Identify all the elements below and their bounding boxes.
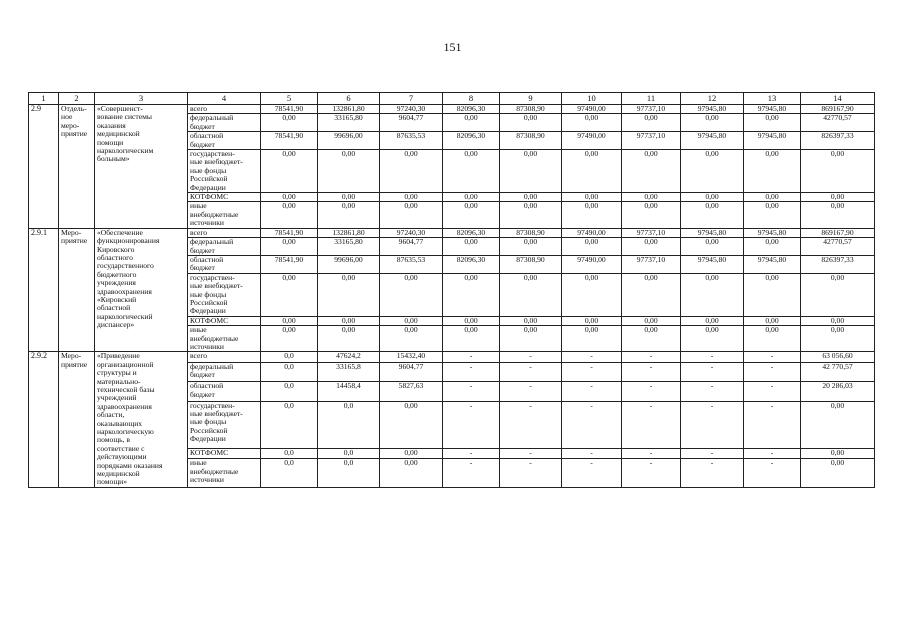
amount-cell: 0,00 xyxy=(744,273,801,316)
amount-cell: 0,00 xyxy=(744,114,801,132)
amount-cell: - xyxy=(443,459,500,488)
section-type: Отдель- ное меро- приятие xyxy=(59,105,95,229)
amount-cell: 826397,33 xyxy=(801,132,875,150)
amount-cell: 0,00 xyxy=(261,273,318,316)
section-id: 2.9.1 xyxy=(29,228,59,352)
amount-cell: 0,00 xyxy=(801,401,875,448)
amount-cell: 0,00 xyxy=(801,202,875,228)
column-number: 10 xyxy=(562,93,622,105)
amount-cell: 0,00 xyxy=(801,459,875,488)
amount-cell: 0,00 xyxy=(801,150,875,193)
amount-cell: 99696,00 xyxy=(318,132,380,150)
amount-cell: 97945,80 xyxy=(744,255,801,273)
amount-cell: 47624,2 xyxy=(318,352,380,362)
amount-cell: 0,0 xyxy=(261,362,318,382)
amount-cell: 869167,90 xyxy=(801,105,875,114)
column-number: 6 xyxy=(318,93,380,105)
amount-cell: 0,00 xyxy=(380,150,443,193)
amount-cell: 0,00 xyxy=(562,326,622,352)
amount-cell: 82096,30 xyxy=(443,228,500,237)
amount-cell: 0,00 xyxy=(380,459,443,488)
amount-cell: 0,0 xyxy=(318,459,380,488)
funding-source: государствен- ные внебюджет- ные фонды Российской Федерации xyxy=(188,273,261,316)
column-number: 8 xyxy=(443,93,500,105)
amount-cell: - xyxy=(681,352,744,362)
amount-cell: 5827,63 xyxy=(380,382,443,402)
amount-cell: - xyxy=(443,362,500,382)
amount-cell: - xyxy=(562,401,622,448)
amount-cell: 0,00 xyxy=(261,238,318,256)
amount-cell: - xyxy=(562,352,622,362)
amount-cell: 0,00 xyxy=(681,326,744,352)
amount-cell: 0,00 xyxy=(261,326,318,352)
amount-cell: 0,00 xyxy=(500,238,562,256)
amount-cell: 97737,10 xyxy=(622,228,681,237)
funding-source: областной бюджет xyxy=(188,382,261,402)
amount-cell: 0,0 xyxy=(261,382,318,402)
amount-cell: 0,00 xyxy=(622,193,681,202)
amount-cell: 0,00 xyxy=(681,273,744,316)
amount-cell: 0,00 xyxy=(318,193,380,202)
amount-cell: 0,00 xyxy=(622,114,681,132)
amount-cell: 97737,10 xyxy=(622,255,681,273)
amount-cell: - xyxy=(681,382,744,402)
column-number: 13 xyxy=(744,93,801,105)
amount-cell: 0,00 xyxy=(801,316,875,325)
amount-cell: 82096,30 xyxy=(443,132,500,150)
amount-cell: 99696,00 xyxy=(318,255,380,273)
funding-source: федеральный бюджет xyxy=(188,362,261,382)
amount-cell: - xyxy=(622,448,681,458)
amount-cell: 0,00 xyxy=(562,193,622,202)
amount-cell: - xyxy=(443,382,500,402)
amount-cell: - xyxy=(500,382,562,402)
amount-cell: 0,00 xyxy=(801,273,875,316)
amount-cell: 0,00 xyxy=(318,150,380,193)
amount-cell: 0,00 xyxy=(318,316,380,325)
amount-cell: 0,00 xyxy=(380,193,443,202)
section-id: 2.9 xyxy=(29,105,59,229)
amount-cell: 0,00 xyxy=(443,273,500,316)
amount-cell: 14458,4 xyxy=(318,382,380,402)
funding-source: государствен- ные внебюджет- ные фонды Российской Федерации xyxy=(188,401,261,448)
amount-cell: 0,00 xyxy=(801,448,875,458)
amount-cell: 0,0 xyxy=(318,448,380,458)
amount-cell: 0,00 xyxy=(562,273,622,316)
amount-cell: 0,00 xyxy=(318,202,380,228)
amount-cell: 869167,90 xyxy=(801,228,875,237)
amount-cell: 0,00 xyxy=(261,193,318,202)
amount-cell: 15432,40 xyxy=(380,352,443,362)
amount-cell: 0,00 xyxy=(443,316,500,325)
amount-cell: 78541,90 xyxy=(261,228,318,237)
funding-source: иные внебюджетные источники xyxy=(188,459,261,488)
amount-cell: 0,00 xyxy=(500,150,562,193)
amount-cell: 87308,90 xyxy=(500,255,562,273)
amount-cell: - xyxy=(562,459,622,488)
amount-cell: - xyxy=(622,352,681,362)
amount-cell: 63 056,60 xyxy=(801,352,875,362)
amount-cell: - xyxy=(744,448,801,458)
amount-cell: 0,00 xyxy=(443,114,500,132)
amount-cell: 0,00 xyxy=(261,150,318,193)
amount-cell: 87308,90 xyxy=(500,132,562,150)
amount-cell: 0,00 xyxy=(443,150,500,193)
amount-cell: 0,00 xyxy=(622,273,681,316)
section-id: 2.9.2 xyxy=(29,352,59,488)
amount-cell: - xyxy=(744,382,801,402)
amount-cell: - xyxy=(500,448,562,458)
amount-cell: 0,00 xyxy=(500,202,562,228)
amount-cell: 0,00 xyxy=(261,202,318,228)
amount-cell: 0,00 xyxy=(681,193,744,202)
amount-cell: 0,00 xyxy=(443,202,500,228)
amount-cell: - xyxy=(622,459,681,488)
amount-cell: 132861,80 xyxy=(318,105,380,114)
column-number: 1 xyxy=(29,93,59,105)
amount-cell: 87635,53 xyxy=(380,132,443,150)
amount-cell: 0,0 xyxy=(261,352,318,362)
column-number: 2 xyxy=(59,93,95,105)
amount-cell: 78541,90 xyxy=(261,132,318,150)
amount-cell: 0,00 xyxy=(622,150,681,193)
amount-cell: 0,00 xyxy=(744,150,801,193)
amount-cell: - xyxy=(622,362,681,382)
amount-cell: 0,00 xyxy=(744,326,801,352)
amount-cell: 97490,00 xyxy=(562,132,622,150)
amount-cell: 97945,80 xyxy=(681,105,744,114)
amount-cell: 9604,77 xyxy=(380,362,443,382)
amount-cell: 9604,77 xyxy=(380,114,443,132)
amount-cell: 42 770,57 xyxy=(801,362,875,382)
amount-cell: - xyxy=(562,448,622,458)
funding-source: всего xyxy=(188,105,261,114)
amount-cell: 42770,57 xyxy=(801,114,875,132)
amount-cell: - xyxy=(744,459,801,488)
table-row xyxy=(29,228,875,237)
amount-cell: 0,00 xyxy=(380,273,443,316)
amount-cell: - xyxy=(443,448,500,458)
column-number: 3 xyxy=(95,93,188,105)
amount-cell: 0,00 xyxy=(380,316,443,325)
amount-cell: 0,00 xyxy=(500,316,562,325)
amount-cell: - xyxy=(681,401,744,448)
amount-cell: 97945,80 xyxy=(744,228,801,237)
amount-cell: 97737,10 xyxy=(622,105,681,114)
amount-cell: 0,00 xyxy=(622,202,681,228)
amount-cell: - xyxy=(562,362,622,382)
amount-cell: 0,00 xyxy=(261,114,318,132)
amount-cell: - xyxy=(681,459,744,488)
amount-cell: 0,00 xyxy=(380,448,443,458)
amount-cell: 42770,57 xyxy=(801,238,875,256)
amount-cell: 0,00 xyxy=(500,114,562,132)
section-type: Меро- приятие xyxy=(59,228,95,352)
column-number: 11 xyxy=(622,93,681,105)
amount-cell: 0,00 xyxy=(744,316,801,325)
amount-cell: 87308,90 xyxy=(500,105,562,114)
table-row xyxy=(29,352,875,362)
amount-cell: 97240,30 xyxy=(380,228,443,237)
amount-cell: 33165,8 xyxy=(318,362,380,382)
column-number: 5 xyxy=(261,93,318,105)
amount-cell: - xyxy=(681,362,744,382)
amount-cell: 0,00 xyxy=(318,326,380,352)
amount-cell: 87308,90 xyxy=(500,228,562,237)
funding-source: областной бюджет xyxy=(188,255,261,273)
amount-cell: 0,00 xyxy=(443,238,500,256)
funding-source: федеральный бюджет xyxy=(188,114,261,132)
section-name: «Приведение организационной структуры и материально- технической базы учреждений здравоохранения области, оказывающих наркологическую помощь, в соответствие с действующими порядками оказания медицинской помощи» xyxy=(95,352,188,488)
amount-cell: - xyxy=(744,352,801,362)
funding-source: государствен- ные внебюджет- ные фонды Российской Федерации xyxy=(188,150,261,193)
amount-cell: 0,00 xyxy=(681,150,744,193)
funding-source: КОТФОМС xyxy=(188,193,261,202)
amount-cell: 9604,77 xyxy=(380,238,443,256)
column-number: 7 xyxy=(380,93,443,105)
amount-cell: 33165,80 xyxy=(318,238,380,256)
section-type: Меро- приятие xyxy=(59,352,95,488)
column-number: 12 xyxy=(681,93,744,105)
amount-cell: - xyxy=(443,401,500,448)
amount-cell: 0,00 xyxy=(681,114,744,132)
amount-cell: 0,00 xyxy=(380,326,443,352)
funding-source: областной бюджет xyxy=(188,132,261,150)
section-name: «Совершенст- вование системы оказания медицинской помощи наркологическим больным» xyxy=(95,105,188,229)
amount-cell: 97490,00 xyxy=(562,228,622,237)
amount-cell: 97490,00 xyxy=(562,255,622,273)
amount-cell: - xyxy=(500,352,562,362)
amount-cell: 0,00 xyxy=(681,316,744,325)
amount-cell: 0,00 xyxy=(443,326,500,352)
funding-source: иные внебюджетные источники xyxy=(188,326,261,352)
amount-cell: 0,00 xyxy=(318,273,380,316)
page-number: 151 xyxy=(443,40,462,54)
amount-cell: 0,00 xyxy=(443,193,500,202)
funding-source: иные внебюджетные источники xyxy=(188,202,261,228)
amount-cell: 826397,33 xyxy=(801,255,875,273)
amount-cell: 0,00 xyxy=(801,193,875,202)
amount-cell: 87635,53 xyxy=(380,255,443,273)
amount-cell: 0,0 xyxy=(261,401,318,448)
amount-cell: - xyxy=(622,401,681,448)
amount-cell: 97945,80 xyxy=(744,132,801,150)
amount-cell: 82096,30 xyxy=(443,255,500,273)
amount-cell: 0,00 xyxy=(562,150,622,193)
amount-cell: 0,00 xyxy=(380,401,443,448)
amount-cell: 0,00 xyxy=(801,326,875,352)
amount-cell: 0,00 xyxy=(681,238,744,256)
amount-cell: 0,00 xyxy=(744,202,801,228)
amount-cell: 0,00 xyxy=(380,202,443,228)
amount-cell: 0,00 xyxy=(744,193,801,202)
amount-cell: 0,00 xyxy=(622,326,681,352)
column-number: 4 xyxy=(188,93,261,105)
amount-cell: - xyxy=(500,459,562,488)
funding-source: федеральный бюджет xyxy=(188,238,261,256)
funding-source: всего xyxy=(188,228,261,237)
amount-cell: - xyxy=(622,382,681,402)
amount-cell: 0,0 xyxy=(318,401,380,448)
amount-cell: - xyxy=(744,362,801,382)
amount-cell: 0,00 xyxy=(562,238,622,256)
amount-cell: 0,00 xyxy=(681,202,744,228)
amount-cell: 97490,00 xyxy=(562,105,622,114)
amount-cell: 33165,80 xyxy=(318,114,380,132)
funding-source: КОТФОМС xyxy=(188,316,261,325)
amount-cell: 0,00 xyxy=(622,316,681,325)
amount-cell: 0,00 xyxy=(500,193,562,202)
amount-cell: 0,00 xyxy=(562,316,622,325)
table-row xyxy=(29,105,875,114)
funding-source: КОТФОМС xyxy=(188,448,261,458)
amount-cell: - xyxy=(744,401,801,448)
amount-cell: 97945,80 xyxy=(744,105,801,114)
amount-cell: - xyxy=(500,401,562,448)
amount-cell: 0,00 xyxy=(622,238,681,256)
amount-cell: 78541,90 xyxy=(261,105,318,114)
amount-cell: 132861,80 xyxy=(318,228,380,237)
amount-cell: 0,00 xyxy=(562,114,622,132)
amount-cell: 0,0 xyxy=(261,448,318,458)
amount-cell: 0,00 xyxy=(500,326,562,352)
amount-cell: 0,0 xyxy=(261,459,318,488)
column-number: 9 xyxy=(500,93,562,105)
amount-cell: 0,00 xyxy=(562,202,622,228)
amount-cell: 97240,30 xyxy=(380,105,443,114)
amount-cell: 0,00 xyxy=(744,238,801,256)
amount-cell: 0,00 xyxy=(500,273,562,316)
amount-cell: 82096,30 xyxy=(443,105,500,114)
amount-cell: - xyxy=(681,448,744,458)
amount-cell: 78541,90 xyxy=(261,255,318,273)
header-row xyxy=(29,93,875,105)
amount-cell: 20 286,03 xyxy=(801,382,875,402)
section-name: «Обеспечение функционирования Кировского областного государственного бюджетного учреждения здравоохранения «Кировский областной наркологический диспансер» xyxy=(95,228,188,352)
amount-cell: 0,00 xyxy=(261,316,318,325)
amount-cell: 97737,10 xyxy=(622,132,681,150)
amount-cell: 97945,80 xyxy=(681,228,744,237)
amount-cell: - xyxy=(500,362,562,382)
amount-cell: - xyxy=(443,352,500,362)
amount-cell: 97945,80 xyxy=(681,255,744,273)
funding-source: всего xyxy=(188,352,261,362)
budget-table xyxy=(28,92,875,488)
amount-cell: - xyxy=(562,382,622,402)
amount-cell: 97945,80 xyxy=(681,132,744,150)
column-number: 14 xyxy=(801,93,875,105)
